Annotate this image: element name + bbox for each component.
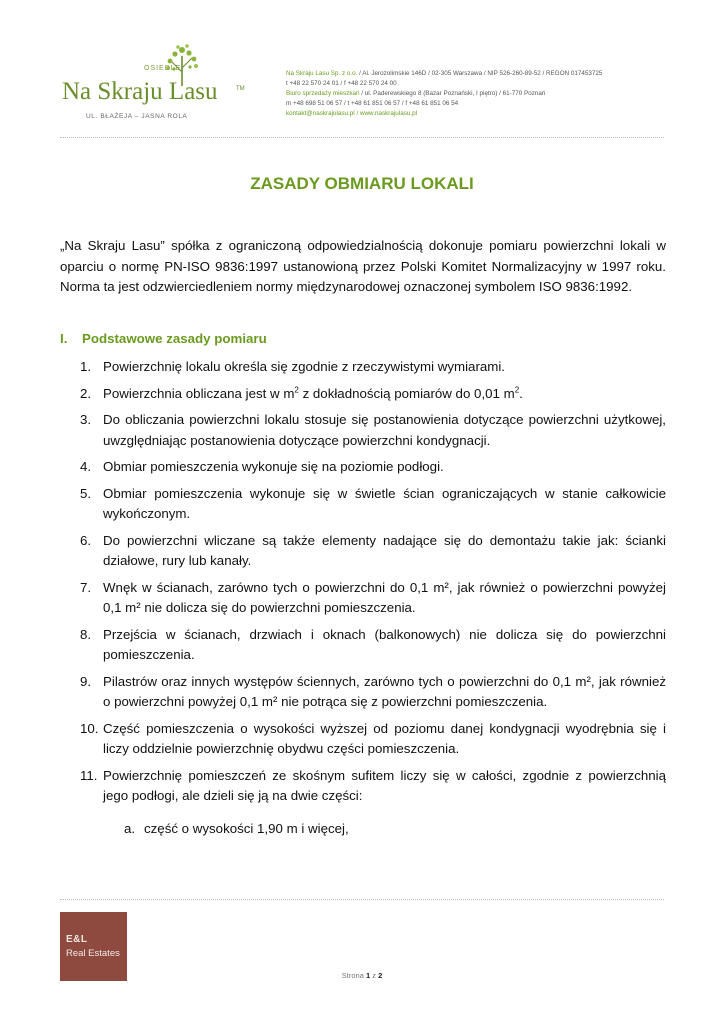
- rules-list: [80, 357, 666, 813]
- logo-osiedle: OSIEDLE: [144, 65, 182, 72]
- sub-item-text: część o wysokości 1,90 m i więcej,: [144, 821, 349, 836]
- page-number: Strona 1 z 2: [341, 971, 383, 980]
- header-divider: [60, 137, 664, 138]
- intro-paragraph: „Na Skraju Lasu” spółka z ograniczoną odpowiedzialnością dokonuje pomiaru powierzchni lokali w oparciu o normę PN-ISO 9836:1997 ustanowioną przez Polski Komitet Normalizacyjny w 1997 roku. Norma ta jest odzwierciedleniem normy międzynarodowej oznaczonej symbolem ISO 9836:1992.: [60, 238, 666, 294]
- list-item: 11. Powierzchnię pomieszczeń ze skośnym sufitem liczy się w całości, zgodnie z powierzchnią jego podłogi, ale dzieli się ją na dwie części:: [80, 767, 666, 803]
- list-item: 2. Powierzchnia obliczana jest w $m^2$ z dokładnością pomiarów do 0,01 $m^2$.: [80, 385, 523, 401]
- contact-email-web[interactable]: kontakt@naskrajulasu.pl / www.naskrajulasu.pl: [286, 110, 417, 117]
- list-item: 10. Część pomieszczenia o wysokości wyższej od poziomu danej kondygnacji wyodrębnia się i liczy oddzielnie powierzchnię obydwu części pomieszczenia.: [80, 720, 666, 756]
- list-item: 4. Obmiar pomieszczenia wykonuje się na poziomie podłogi.: [80, 459, 444, 474]
- section-heading: [60, 331, 267, 346]
- section-number: I.: [60, 331, 68, 346]
- company-phones: t +48 22 570 24 01 / f +48 22 570 24 00: [286, 80, 397, 87]
- company-logo: [60, 40, 250, 124]
- logo-trademark: TM: [236, 86, 245, 92]
- list-item: 9. Pilastrów oraz innych występów ściennych, zarówno tych o powierzchni do 0,1 m², jak również o powierzchni powyżej 0,1 m² nie potrąca się z powierzchni pomieszczenia.: [80, 673, 666, 709]
- list-item: 5. Obmiar pomieszczenia wykonuje się w świetle ścian ograniczających w stanie całkowicie wykończonym.: [80, 485, 666, 521]
- office-address: / ul. Paderewskiego 8 (Bazar Poznański, I piętro) / 61-770 Poznań: [361, 90, 546, 97]
- logo-brand: Na Skraju Lasu: [62, 78, 218, 105]
- office-phones: m +48 698 51 06 57 / t +48 61 851 06 57 / f +48 61 851 06 54: [286, 100, 459, 107]
- sub-list-item: [124, 819, 349, 840]
- document-title: ZASADY OBMIARU LOKALI: [250, 174, 474, 193]
- list-item: 8. Przejścia w ścianach, drzwiach i oknach (balkonowych) nie dolicza się do powierzchni pomieszczenia.: [80, 626, 666, 662]
- section-title: Podstawowe zasady pomiaru: [82, 331, 267, 346]
- el-logo-line2: Real Estates: [66, 948, 120, 959]
- sub-item-letter: a.: [124, 821, 136, 836]
- office-label: Biuro sprzedaży mieszkań: [286, 90, 360, 97]
- list-item: 7. Wnęk w ścianach, zarówno tych o powierzchni do 0,1 m², jak również o powierzchni powyżej 0,1 m² nie dolicza się do powierzchni pomieszczenia.: [80, 579, 666, 615]
- contact-block: [286, 69, 602, 119]
- list-item: 1. Powierzchnię lokalu określa się zgodnie z rzeczywistymi wymiarami.: [80, 359, 505, 374]
- company-address: / Al. Jerozolimskie 146D / 02-305 Warszawa / NIP 526-260-89-52 / REGON 017453725: [359, 70, 603, 77]
- list-item: 6. Do powierzchni wliczane są także elementy nadające się do demontażu takie jak: ścianki działowe, rury lub kanały.: [80, 532, 666, 568]
- company-name: Na Skraju Lasu Sp. z o.o.: [286, 70, 358, 77]
- logo-address: UL. BŁAŻEJA – JASNA ROLA: [86, 113, 188, 120]
- footer-divider: [60, 899, 664, 900]
- list-item: 3. Do obliczania powierzchni lokalu stosuje się postanowienia dotyczące powierzchni użytkowej, uwzględniając postanowienia dotyczące powierzchni kondygnacji.: [80, 412, 666, 448]
- el-logo-line1: E&L: [66, 934, 88, 945]
